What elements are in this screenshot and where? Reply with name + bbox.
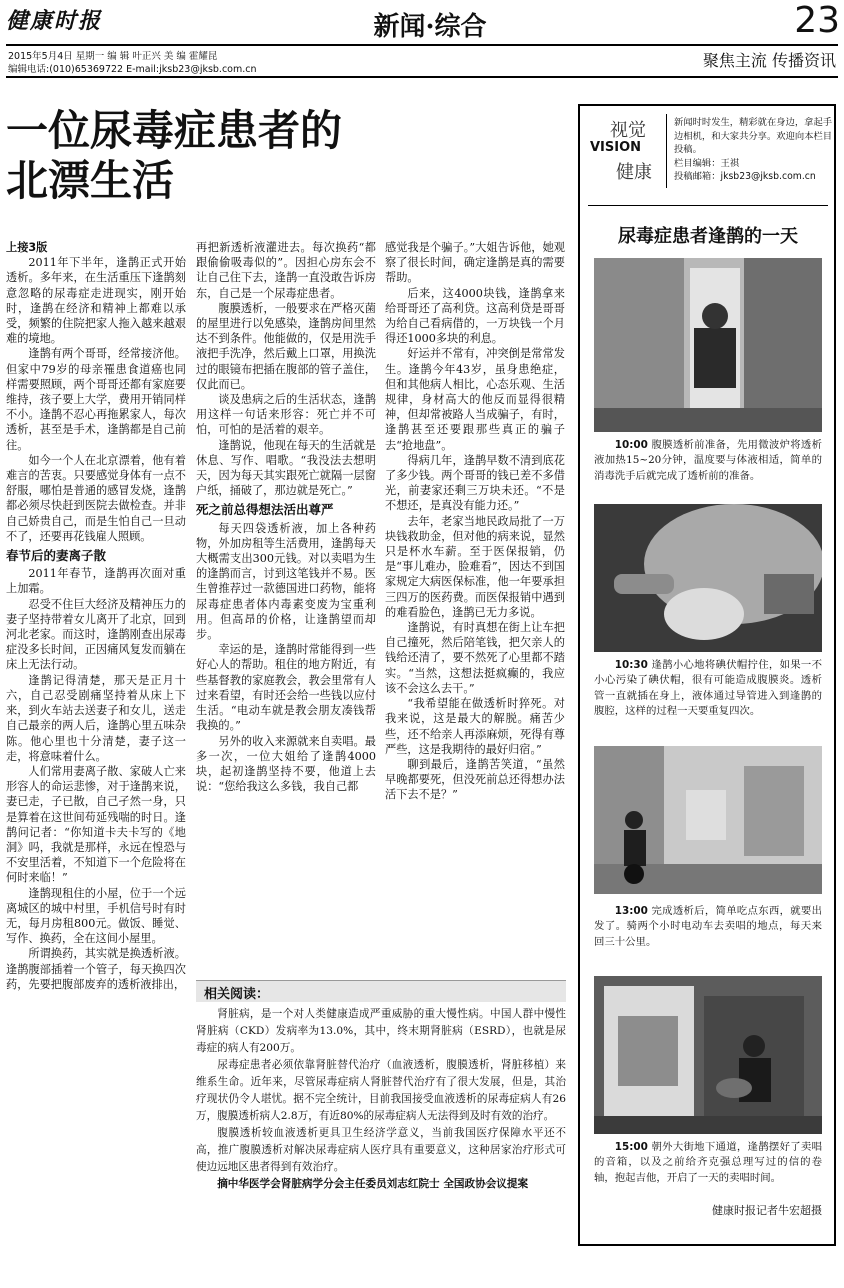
photo-caption: [594, 438, 822, 502]
photo-man-at-window: [594, 258, 822, 432]
caption-time: 10:00: [614, 439, 648, 451]
paragraph: 得病几年，逢鹊早数不清到底花了多少钱。两个哥哥的钱已差不多借光，前妻家还剩三万块未还。“不是不想还，是真没有能力还。”: [385, 453, 565, 513]
caption-text: 朝外大街地下通道，逢鹊摆好了卖唱的音箱，以及之前给齐克强总理写过的信的卷轴，抱起吉他，开启了一天的卖唱时间。: [594, 1141, 822, 1184]
paragraph: 所谓换药，其实就是换透析液。逢鹊腹部插着一个管子，每天换四次药，先要把腹部废弃的透析液排出，: [6, 947, 186, 991]
photo-sidebar: [578, 104, 836, 1246]
photo-electric-scooter: [594, 746, 822, 894]
masthead-logo: 健康时报: [6, 8, 103, 34]
paragraph: 2011年春节，逢鹊再次面对重上加霜。: [6, 567, 186, 596]
header-rule: [6, 44, 838, 46]
photo-story-title: 尿毒症患者逢鹊的一天: [618, 226, 798, 247]
article-column-3: [385, 240, 565, 975]
caption-text: 完成透析后，简单吃点东西，就要出发了。骑两个小时电动车去卖唱的地点，每天来回三十公里。: [594, 905, 822, 948]
issue-date-line: 2015年5月4日 星期一 编 辑 叶正兴 美 编 霍耀昆: [8, 51, 218, 62]
subheading: 春节后的妻离子散: [6, 548, 107, 564]
paragraph: 谈及患病之后的生活状态，逢鹊用这样一句话来形容：死亡并不可怕，可怕的是活着的艰辛。: [196, 393, 376, 437]
continued-from: 上接3版: [6, 241, 48, 254]
subheading: 死之前总得想法活出尊严: [196, 502, 334, 518]
paragraph: 逢鹊记得清楚，那天是正月十六，自己忍受剧痛坚持着从床上下来，到火车站去送妻子和女儿，送走自己最亲的两人后，逢鹊心里五味杂陈。他心里也十分清楚，妻子这一走，将意味着什么。: [6, 673, 186, 763]
column-editor: 栏目编辑：王祺: [674, 157, 740, 169]
paragraph: 幸运的是，逢鹊时常能得到一些好心人的帮助。租住的地方附近，有些基督教的家庭教会，教会里常有人过来看望，有时还会给一些钱以应付生活。“电动车就是教会朋友凑钱帮我换的。”: [196, 643, 376, 733]
vision-intro-text: 新闻时时发生，精彩就在身边，拿起手边相机，和大家共分享。欢迎向本栏目投稿。: [674, 117, 833, 156]
paragraph: 逢鹊说，有时真想在街上让车把自己撞死，然后陪笔钱，把欠亲人的钱给还清了，要不然死了心里都不踏实。“当然，这想法挺疯癫的，我应该不会这么去干。”: [385, 621, 565, 695]
slogan: 聚焦主流 传播资讯: [702, 51, 836, 70]
photo-busking-underpass: [594, 976, 822, 1134]
caption-text: 逢鹊小心地将碘伏帽拧住，如果一不小心污染了碘伏帽，很有可能造成腹膜炎。透析管一直就插在身上，液体通过导管进入到逢鹊的腹腔，这样的过程一天要重复四次。: [594, 659, 822, 718]
article-column-1: [6, 240, 186, 1248]
header-rule-bottom: [6, 76, 838, 78]
paragraph: 忍受不住巨大经济及精神压力的妻子坚持带着女儿离开了北京，回到河北老家。而这时，逢鹊刚查出尿毒症没多长时间，正因痛风复发而躺在床上无法行动。: [6, 597, 186, 672]
section-title: 新闻·综合: [373, 12, 487, 42]
caption-time: 15:00: [614, 1141, 648, 1153]
headline-line-2: 北漂生活: [6, 156, 175, 205]
paragraph: 肾脏病，是一个对人类健康造成严重威胁的重大慢性病。中国人群中慢性肾脏病（CKD）发病率为13.0%，其中，终末期肾脏病（ESRD），也就是尿毒症的病人有200万。: [196, 1008, 566, 1054]
paragraph: “我希望能在做透析时猝死。对我来说，这是最大的解脱。痛苦少些，还不给亲人再添麻烦，死得有尊严些，这是我期待的最好归宿。”: [385, 697, 565, 756]
paragraph: 如今一个人在北京漂着，他有着难言的苦衷。只要感觉身体有一点不舒服，哪怕是普通的感冒发烧，逢鹊都必须尽快赶到医院去做检查。并非自己娇贵自己，而是生怕自己一旦动不了，还要再花钱雇人照顾。: [6, 453, 186, 543]
paragraph: 腹膜透析，一般要求在严格灭菌的屋里进行以免感染，逢鹊房间里然达不到条件。他能做的，仅是用洗手液把手洗净，然后戴上口罩，用换洗过的眼镜布把插在腹部的管子盖住，仅此而已。: [196, 301, 376, 391]
page-number: 23: [794, 0, 840, 41]
paragraph: 好运并不常有，冲突倒是常常发生。逢鹊今年43岁，虽身患绝症，但和其他病人相比，心态乐观、生活规律，身材高大的他反而显得很精神，但却常被路人当成骗子，有时，逢鹊甚至还要跟那些真正的骗子去“抢地盘”。: [385, 347, 565, 452]
paragraph: 2011年下半年，逢鹊正式开始透析。多年来，在生活重压下逢鹊刻意忽略的尿毒症走进现实，刚开始时，逢鹊在经济和精神上都难以承受，频繁的住院把家人拖入越来越艰难的境地。: [6, 256, 186, 346]
related-reading-bar: 相关阅读：: [196, 980, 566, 1002]
paragraph: 逢鹊说，他现在每天的生活就是休息、写作、唱歌。“我没法去想明天，因为每天其实跟死亡就隔一层窗户纸，捅破了，那边就是死亡。”: [196, 438, 376, 498]
paragraph: 去年，老家当地民政局批了一万块钱救助金，但对他的病来说，显然只是杯水车薪。至于医保报销，仍是“事儿难办，脸难看”，因达不到国家规定大病医保标准，他一年要承担三四万的医药费。而医保报销中遇到的难看脸色，逢鹊已无力多说。: [385, 514, 565, 619]
caption-time: 10:30: [614, 659, 648, 671]
paragraph: 人们常用妻离子散、家破人亡来形容人的命运悲惨，对于逢鹊来说，妻已走，子已散，自己孑然一身，只是算着在这世间苟延残喘的时日。逢鹊问记者：“你知道卡夫卡写的《地洞》吗，我就是那样，永远在惶恐与不安里活着，不知道下一个危险将在何时来临！”: [6, 764, 186, 885]
vision-label-en: VISION: [590, 140, 642, 155]
vision-intro: [674, 116, 834, 184]
paragraph: 另外的收入来源就来自卖唱。最多一次，一位大姐给了逢鹊4000块，起初逢鹊坚持不要，他道上去说：“您给我这么多钱，我自己都: [196, 734, 376, 794]
photo-caption: [594, 1140, 822, 1202]
related-reading-box: [196, 1006, 566, 1246]
headline-line-1: 一位尿毒症患者的: [6, 106, 343, 155]
photo-caption: [594, 658, 822, 738]
paragraph: 逢鹊有两个哥哥，经常接济他。但家中79岁的母亲罹患食道癌也同样需要照顾，两个哥哥还都有家庭要维持，孩子要上大学，费用开销同样不小。逢鹊不忍心再拖累家人，每次透析，甚至是手术，逢鹊都是自己前往。: [6, 347, 186, 452]
vision-column-header: [588, 114, 833, 206]
paragraph: 感觉我是个骗子。”大姐告诉他，她观察了很长时间，确定逢鹊是真的需要帮助。: [385, 241, 565, 285]
paragraph: 尿毒症患者必须依靠肾脏替代治疗（血液透析，腹膜透析，肾脏移植）来维系生命。近年来，尽管尿毒症病人肾脏替代治疗有了很大发展，但是，其治疗现状仍令人堪忧。据不完全统计，目前我国接受血液透析的尿毒症病人有26万，腹膜透析病人2.8万，有近80%的尿毒症病人无法得到及时有效的治疗。: [196, 1059, 566, 1122]
vision-label-cn: 视觉: [610, 120, 646, 141]
submission-email: 投稿邮箱：jksb23@jksb.com.cn: [674, 171, 816, 183]
paragraph: 聊到最后，逢鹊苦笑道，“虽然早晚都要死，但没死前总还得想办法活下去不是？”: [385, 757, 565, 802]
photo-caption: [594, 904, 822, 954]
photo-dialysis-bag: [594, 504, 822, 652]
paragraph: 后来，这4000块钱，逢鹊拿来给哥哥还了高利贷。这高利贷是哥哥为给自己看病借的，一万块钱一个月得还1000多块的利息。: [385, 286, 565, 346]
vision-divider: [666, 114, 667, 188]
contact-line: 编辑电话:(010)65369722 E-mail:jksb23@jksb.com.cn: [8, 64, 257, 75]
caption-text: 腹膜透析前准备，先用微波炉将透析液加热15~20分钟，温度要与体液相适，简单的消毒洗手后就完成了透析前的准备。: [594, 439, 822, 482]
vision-label-health: 健康: [616, 162, 652, 183]
paragraph: 逢鹊现租住的小屋，位于一个远离城区的城中村里，手机信号时有时无，每月房租800元。做饭、睡觉、写作、换药，全在这间小屋里。: [6, 886, 186, 946]
article-column-2: [196, 240, 376, 975]
photo-credit: 健康时报记者牛宏超摄: [712, 1204, 822, 1217]
caption-time: 13:00: [614, 905, 648, 917]
paragraph: 每天四袋透析液，加上各种药物，外加房租等生活费用，逢鹊每天大概需支出300元钱。对以卖唱为生的逢鹊而言，讨到这笔钱并不易。医生曾推荐过一款德国进口药物，能将尿毒症患者体内毒素变废为宝重利用。但高昂的价格，让逢鹊望而却步。: [196, 521, 376, 642]
paragraph: 再把新透析液灌进去。每次换药“都跟偷偷吸毒似的”。因担心房东会不让自己住下去，逢鹊一直没敢告诉房东，自己是一个尿毒症患者。: [196, 241, 376, 300]
paragraph: 腹膜透析较血液透析更具卫生经济学意义，当前我国医疗保障水平还不高，推广腹膜透析对解决尿毒症病人医疗具有重要意义，这种居家治疗形式可使边远地区患者得到有效治疗。: [196, 1127, 566, 1173]
related-source: 摘中华医学会肾脏病学分会主任委员刘志红院士 全国政协会议提案: [217, 1178, 529, 1190]
